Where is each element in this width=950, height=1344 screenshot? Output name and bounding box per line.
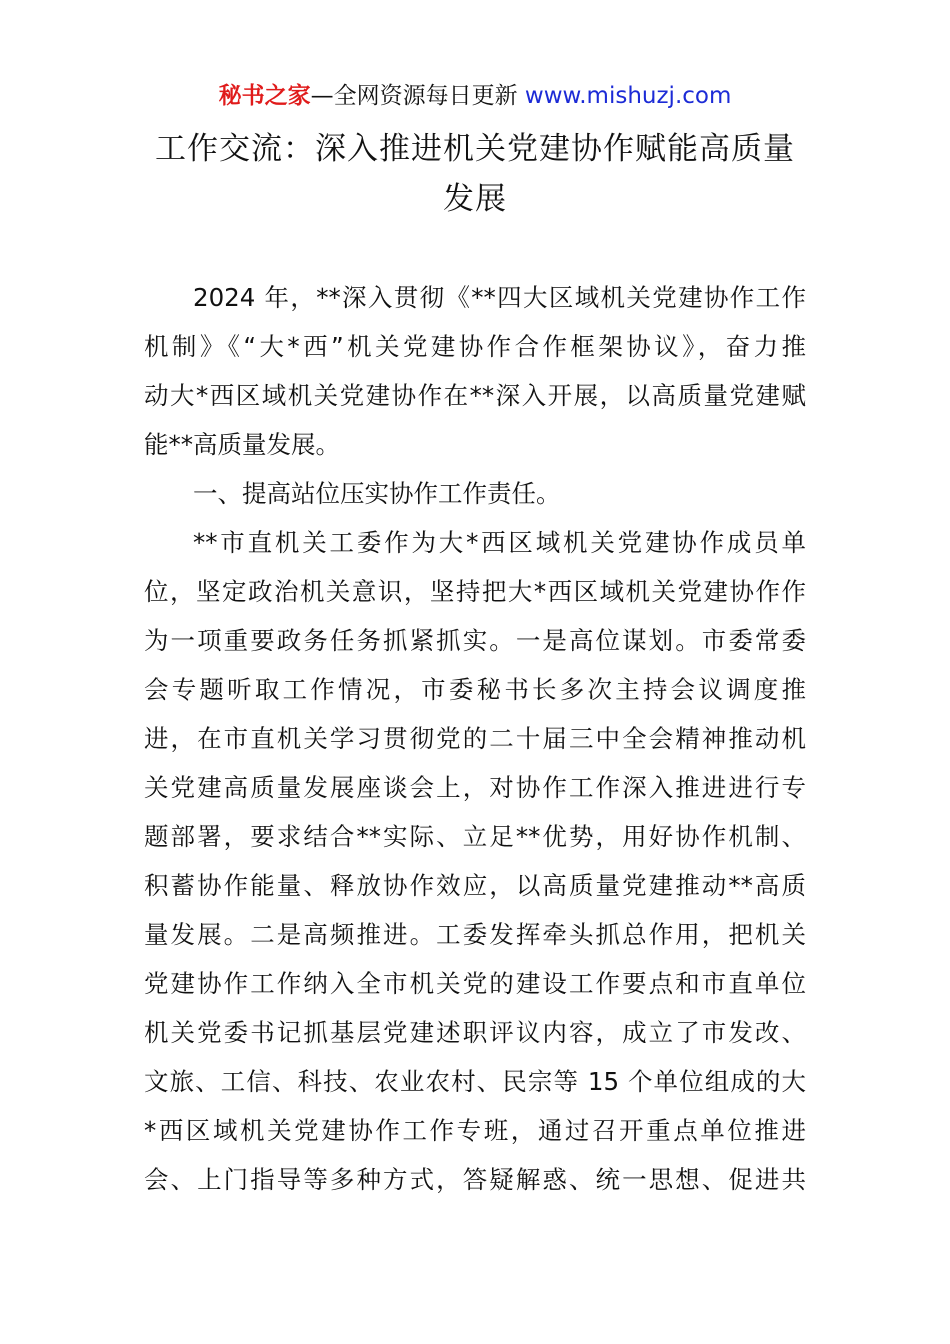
site-tagline: —全网资源每日更新 [310, 83, 518, 109]
site-brand: 秘书之家 [218, 83, 311, 109]
paragraph-line: 能**高质量发展。 [144, 430, 340, 459]
paragraph-line: 2024 年，**深入贯彻《**四大区域机关党建协作工作 [193, 283, 806, 312]
paragraph-line: **市直机关工委作为大*西区域机关党建协作成员单 [193, 528, 806, 557]
paragraph-line: 关党建高质量发展座谈会上，对协作工作深入推进进行专 [144, 773, 806, 802]
site-header [0, 80, 950, 112]
paragraph-line: 动大*西区域机关党建协作在**深入开展，以高质量党建赋 [144, 381, 806, 410]
paragraph-line: 文旅、工信、科技、农业农村、民宗等 15 个单位组成的大 [144, 1067, 806, 1096]
paragraph-line: *西区域机关党建协作工作专班，通过召开重点单位推进 [144, 1116, 806, 1145]
paragraph-line: 党建协作工作纳入全市机关党的建设工作要点和市直单位 [144, 969, 806, 998]
paragraph-line: 会专题听取工作情况，市委秘书长多次主持会议调度推 [144, 675, 806, 704]
paragraph-line: 机关党委书记抓基层党建述职评议内容，成立了市发改、 [144, 1018, 806, 1047]
document-body [144, 273, 806, 1204]
paragraph-line: 题部署，要求结合**实际、立足**优势，用好协作机制、 [144, 822, 806, 851]
paragraph-line: 为一项重要政务任务抓紧抓实。一是高位谋划。市委常委 [144, 626, 806, 655]
paragraph-line: 积蓄协作能量、释放协作效应，以高质量党建推动**高质 [144, 871, 806, 900]
paragraph-line: 会、上门指导等多种方式，答疑解惑、统一思想、促进共 [144, 1165, 806, 1194]
paragraph-line: 位，坚定政治机关意识，坚持把大*西区域机关党建协作作 [144, 577, 806, 606]
document-title [120, 124, 830, 224]
paragraph-line: 进，在市直机关学习贯彻党的二十届三中全会精神推动机 [144, 724, 806, 753]
paragraph-line: 机制》《“大*西”机关党建协作合作框架协议》，奋力推 [144, 332, 806, 361]
document-title-line: 工作交流：深入推进机关党建协作赋能高质量 [155, 131, 795, 167]
site-url-link[interactable]: www.mishuzj.com [524, 83, 732, 109]
document-title-line: 发展 [443, 181, 507, 217]
paragraph-line: 量发展。二是高频推进。工委发挥牵头抓总作用，把机关 [144, 920, 806, 949]
section-heading: 一、提高站位压实协作工作责任。 [193, 479, 561, 508]
